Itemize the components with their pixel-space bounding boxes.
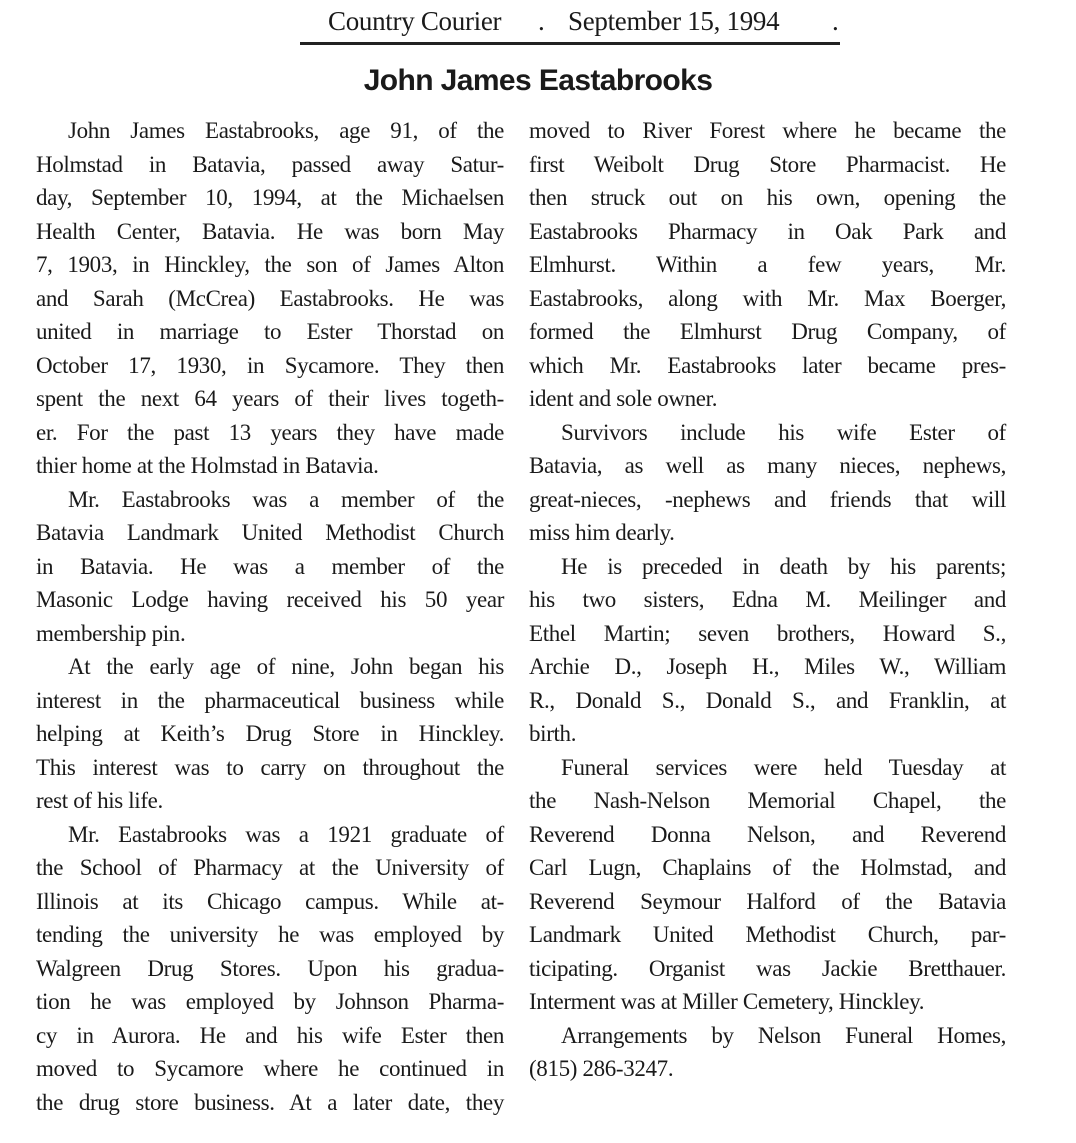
text-line: the drug store business. At a later date, they <box>36 1089 504 1115</box>
text-line: tending the university he was employed by <box>36 922 504 947</box>
text-line: Interment was at Miller Cemetery, Hinckley. <box>529 989 925 1014</box>
text-line: thier home at the Holmstad in Batavia. <box>36 453 379 478</box>
text-line: Mr. Eastabrooks was a 1921 graduate of <box>68 821 504 847</box>
text-line: helping at Keith’s Drug Store in Hinckley. <box>36 721 504 746</box>
text-line: Masonic Lodge having received his 50 year <box>36 587 504 612</box>
text-line: 7, 1903, in Hinckley, the son of James Alton <box>36 252 504 277</box>
text-line: interest in the pharmaceutical business while <box>36 687 504 713</box>
text-line: Archie D., Joseph H., Miles W., William <box>529 654 1006 679</box>
text-line: Mr. Eastabrooks was a member of the <box>68 486 504 512</box>
text-line: Landmark United Methodist Church, par- <box>529 922 1006 947</box>
text-line: John James Eastabrooks, age 91, of the <box>68 118 504 143</box>
text-line: and Sarah (McCrea) Eastabrooks. He was <box>36 285 504 311</box>
text-line: Survivors include his wife Ester of <box>561 419 1006 445</box>
masthead-trailing-dot: . <box>832 6 839 36</box>
text-line: then struck out on his own, opening the <box>529 185 1006 210</box>
publication-date: September 15, 1994 <box>568 6 780 36</box>
text-line: his two sisters, Edna M. Meilinger and <box>529 587 1006 612</box>
text-line: R., Donald S., Donald S., and Franklin, at <box>529 687 1006 713</box>
text-line: Illinois at its Chicago campus. While at- <box>36 888 504 914</box>
newspaper-name: Country Courier <box>328 6 502 36</box>
right-column <box>529 114 1006 1086</box>
text-line: Reverend Seymour Halford of the Batavia <box>529 888 1006 914</box>
text-line: er. For the past 13 years they have made <box>36 419 504 445</box>
text-line: tion he was employed by Johnson Pharma- <box>36 989 504 1014</box>
text-line: October 17, 1930, in Sycamore. They then <box>36 352 504 378</box>
text-line: Arrangements by Nelson Funeral Homes, <box>561 1022 1006 1048</box>
text-line: first Weibolt Drug Store Pharmacist. He <box>529 151 1006 177</box>
text-line: birth. <box>529 721 577 746</box>
text-line: the Nash-Nelson Memorial Chapel, the <box>529 788 1006 813</box>
text-line: united in marriage to Ester Thorstad on <box>36 319 504 344</box>
text-line: Batavia, as well as many nieces, nephews, <box>529 453 1006 478</box>
text-line: spent the next 64 years of their lives togeth- <box>36 386 504 411</box>
text-line: He is preceded in death by his parents; <box>561 553 1006 579</box>
text-line: Eastabrooks, along with Mr. Max Boerger, <box>529 285 1006 311</box>
text-line: miss him dearly. <box>529 520 675 545</box>
text-line: Walgreen Drug Stores. Upon his gradua- <box>36 955 504 981</box>
text-line: Holmstad in Batavia, passed away Satur- <box>36 151 504 177</box>
article-headline: John James Eastabrooks <box>363 64 713 97</box>
text-line: Funeral services were held Tuesday at <box>561 754 1006 780</box>
masthead <box>300 2 840 45</box>
text-line: Reverend Donna Nelson, and Reverend <box>529 821 1006 847</box>
text-line: Batavia Landmark United Methodist Church <box>36 520 504 545</box>
text-line: moved to River Forest where he became the <box>529 118 1006 143</box>
text-line: (815) 286-3247. <box>529 1056 674 1081</box>
text-line: moved to Sycamore where he continued in <box>36 1056 504 1081</box>
text-line: in Batavia. He was a member of the <box>36 553 504 579</box>
text-line: cy in Aurora. He and his wife Ester then <box>36 1022 504 1048</box>
text-line: Elmhurst. Within a few years, Mr. <box>529 252 1006 277</box>
text-line: ident and sole owner. <box>529 386 718 411</box>
text-line: rest of his life. <box>36 788 163 813</box>
left-column <box>36 114 504 1119</box>
text-line: This interest was to carry on throughout the <box>36 754 504 780</box>
text-line: which Mr. Eastabrooks later became pres- <box>529 352 1006 378</box>
text-line: Eastabrooks Pharmacy in Oak Park and <box>529 218 1006 244</box>
text-line: the School of Pharmacy at the University of <box>36 855 504 880</box>
text-line: day, September 10, 1994, at the Michaelsen <box>36 185 504 210</box>
text-line: membership pin. <box>36 620 186 646</box>
text-line: Carl Lugn, Chaplains of the Holmstad, and <box>529 855 1006 880</box>
text-line: At the early age of nine, John began his <box>68 654 504 679</box>
text-line: great-nieces, -nephews and friends that will <box>529 486 1006 512</box>
text-line: Ethel Martin; seven brothers, Howard S., <box>529 620 1006 646</box>
text-line: ticipating. Organist was Jackie Bretthauer. <box>529 955 1006 981</box>
text-line: formed the Elmhurst Drug Company, of <box>529 319 1006 344</box>
text-line: Health Center, Batavia. He was born May <box>36 218 504 244</box>
masthead-separator: . <box>538 6 545 36</box>
